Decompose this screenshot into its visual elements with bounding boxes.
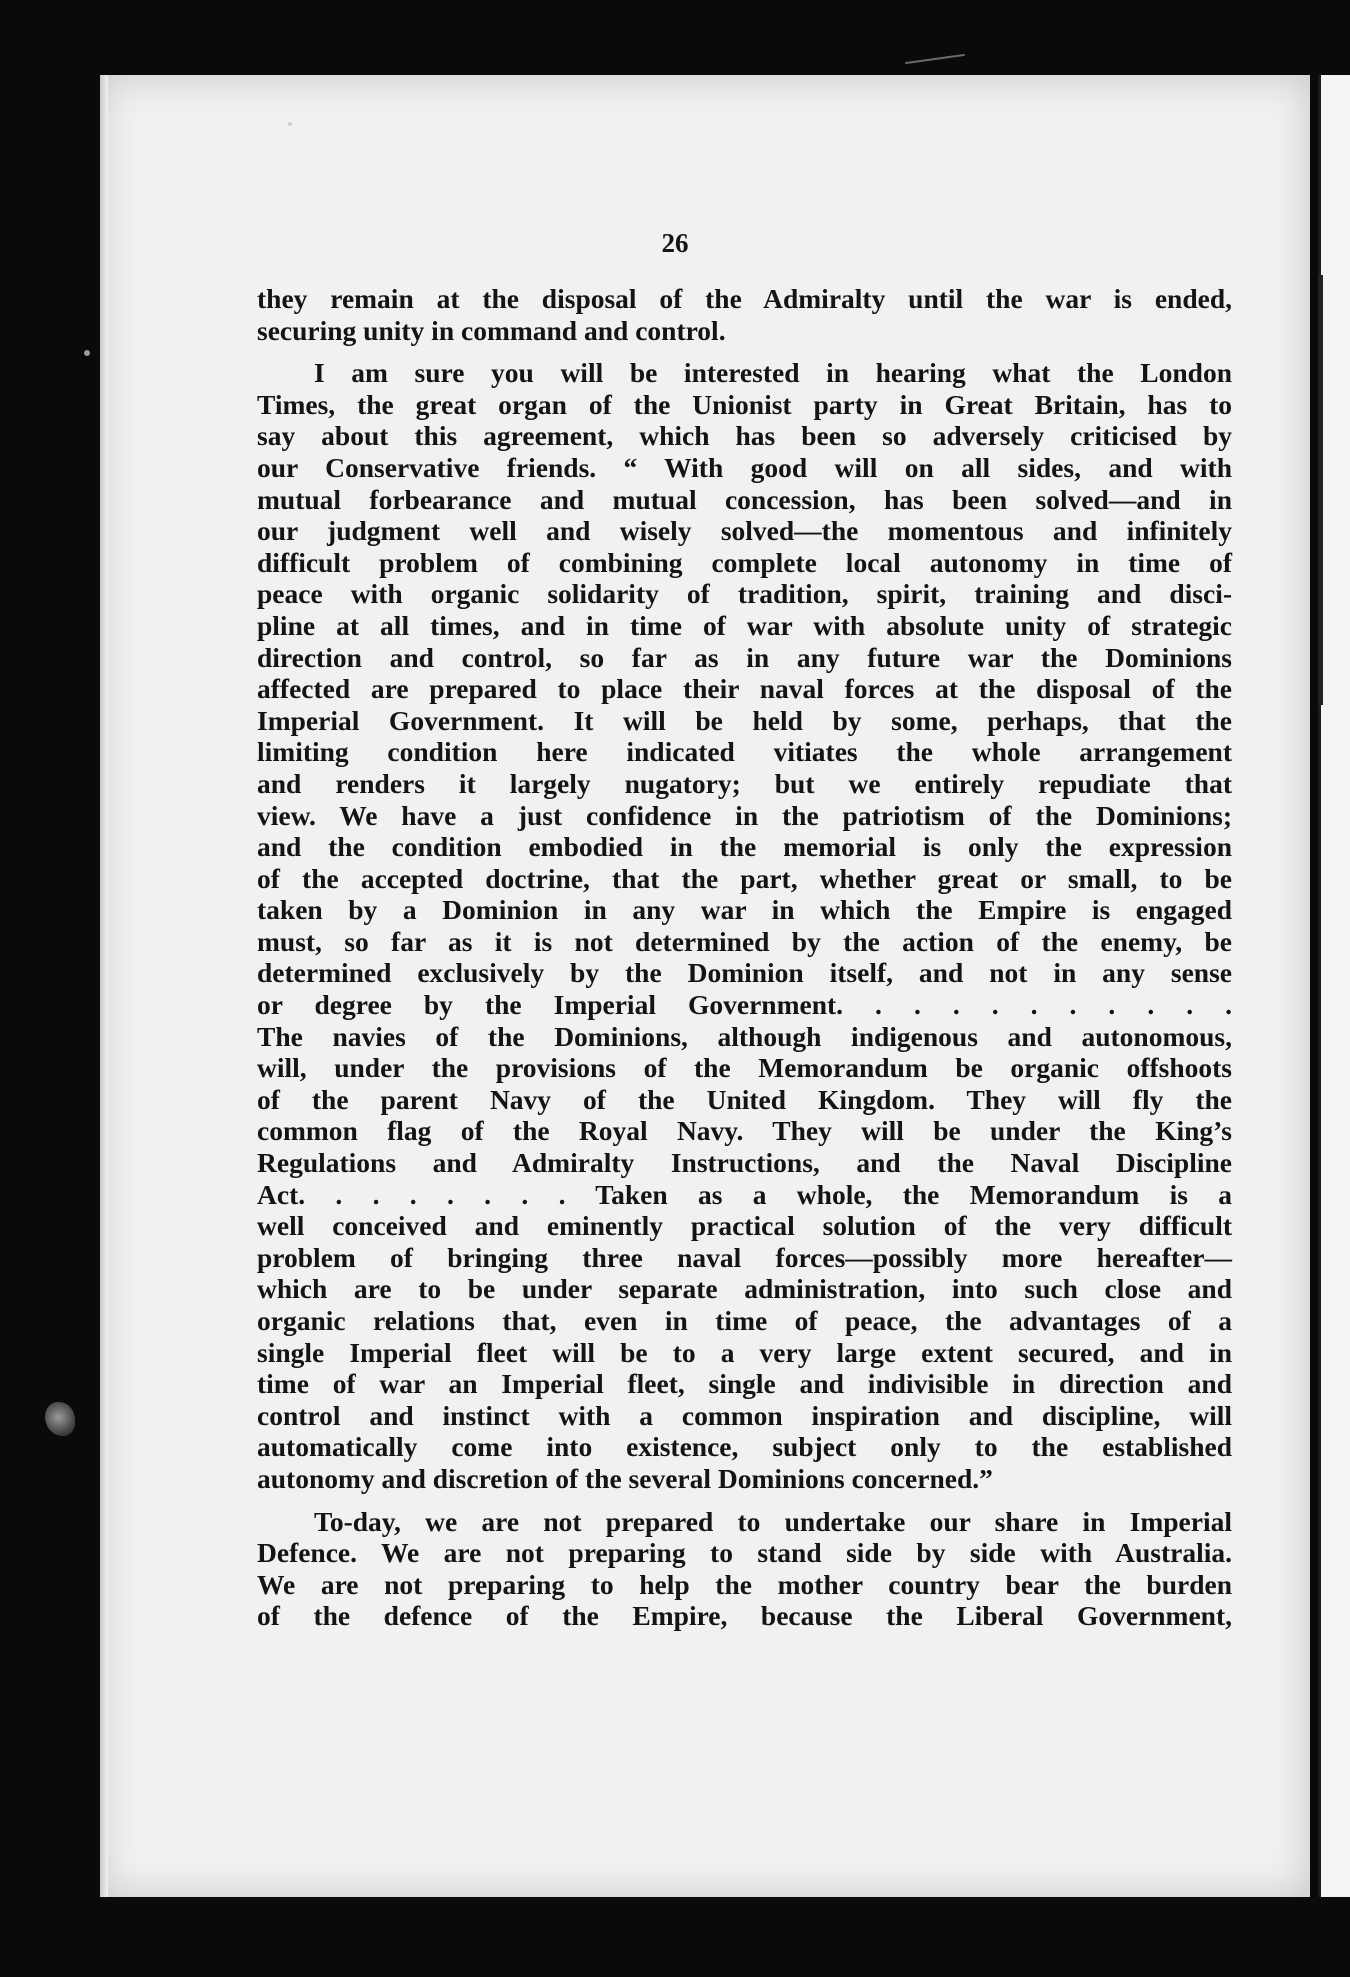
page-number: 26 — [661, 228, 689, 258]
text-line: of the parent Navy of the United Kingdom. They will fly the — [257, 1083, 1232, 1115]
text-line: securing unity in command and control. — [257, 314, 726, 346]
text-line: I am sure you will be interested in hearing what the London — [314, 357, 1232, 389]
text-line: of the defence of the Empire, because the Liberal Government, — [257, 1600, 1232, 1632]
text-line: autonomy and discretion of the several Dominions concerned.” — [257, 1462, 993, 1494]
text-line: Times, the great organ of the Unionist party in Great Britain, has to — [257, 388, 1232, 420]
text-line: automatically come into existence, subject only to the established — [257, 1431, 1232, 1463]
scan-speck — [288, 122, 292, 126]
text-line: organic relations that, even in time of peace, the advantages of a — [257, 1305, 1232, 1336]
text-line: taken by a Dominion in any war in which the Empire is engaged — [257, 894, 1232, 926]
text-line: direction and control, so far as in any future war the Dominions — [257, 641, 1232, 673]
text-line: they remain at the disposal of the Admiralty until the war is ended, — [257, 283, 1232, 314]
text-line: well conceived and eminently practical solution of the very difficult — [257, 1210, 1232, 1242]
text-line: must, so far as it is not determined by the action of the enemy, be — [257, 925, 1232, 957]
text-line: The navies of the Dominions, although indigenous and autonomous, — [257, 1020, 1232, 1052]
text-line: Imperial Government. It will be held by some, perhaps, that the — [257, 704, 1232, 736]
text-line: which are to be under separate administration, into such close and — [257, 1273, 1232, 1305]
text-line: our Conservative friends. “ With good will on all sides, and with — [257, 451, 1232, 483]
text-line: and renders it largely nugatory; but we entirely repudiate that — [257, 767, 1232, 799]
text-line: affected are prepared to place their naval forces at the disposal of the — [257, 673, 1232, 705]
text-line: will, under the provisions of the Memorandum be organic offshoots — [257, 1052, 1232, 1084]
text-line: Defence. We are not preparing to stand side by side with Australia. — [257, 1537, 1232, 1569]
body-text — [257, 283, 1232, 1632]
text-line: single Imperial fleet will be to a very large extent secured, and in — [257, 1336, 1232, 1368]
text-line: of the accepted doctrine, that the part, whether great or small, to be — [257, 862, 1232, 894]
paragraph-gap — [257, 346, 1232, 357]
text-line: common flag of the Royal Navy. They will be under the King’s — [257, 1115, 1232, 1147]
text-line: To-day, we are not prepared to undertake our share in Imperial — [314, 1505, 1232, 1537]
text-line: determined exclusively by the Dominion itself, and not in any sense — [257, 957, 1232, 989]
text-line: our judgment well and wisely solved—the momentous and infinitely — [257, 515, 1232, 547]
text-line: Act. . . . . . . . Taken as a whole, the Memorandum is a — [257, 1178, 1232, 1210]
text-line: or degree by the Imperial Government. . . . . . . . . . . — [257, 989, 1232, 1021]
text-line: say about this agreement, which has been so adversely criticised by — [257, 420, 1232, 452]
adjacent-page-edge — [1318, 75, 1350, 1897]
text-line: control and instinct with a common inspiration and discipline, will — [257, 1399, 1232, 1431]
text-line: mutual forbearance and mutual concession, has been solved—and in — [257, 483, 1232, 515]
page-edge-shadow — [1318, 275, 1323, 705]
text-line: problem of bringing three naval forces—possibly more hereafter— — [257, 1241, 1232, 1273]
text-line: peace with organic solidarity of tradition, spirit, training and disci- — [257, 578, 1232, 610]
text-line: limiting condition here indicated vitiates the whole arrangement — [257, 736, 1232, 768]
scan-speck — [84, 350, 90, 356]
text-line: difficult problem of combining complete local autonomy in time of — [257, 546, 1232, 578]
text-line: We are not preparing to help the mother country bear the burden — [257, 1568, 1232, 1600]
text-line: Regulations and Admiralty Instructions, and the Naval Discipline — [257, 1147, 1232, 1179]
text-line: pline at all times, and in time of war with absolute unity of strategic — [257, 609, 1232, 641]
paragraph-gap — [257, 1495, 1232, 1506]
text-line: view. We have a just confidence in the patriotism of the Dominions; — [257, 799, 1232, 831]
page-left-edge — [100, 75, 108, 1897]
text-line: and the condition embodied in the memorial is only the expression — [257, 831, 1232, 863]
text-line: time of war an Imperial fleet, single and indivisible in direction and — [257, 1368, 1232, 1400]
